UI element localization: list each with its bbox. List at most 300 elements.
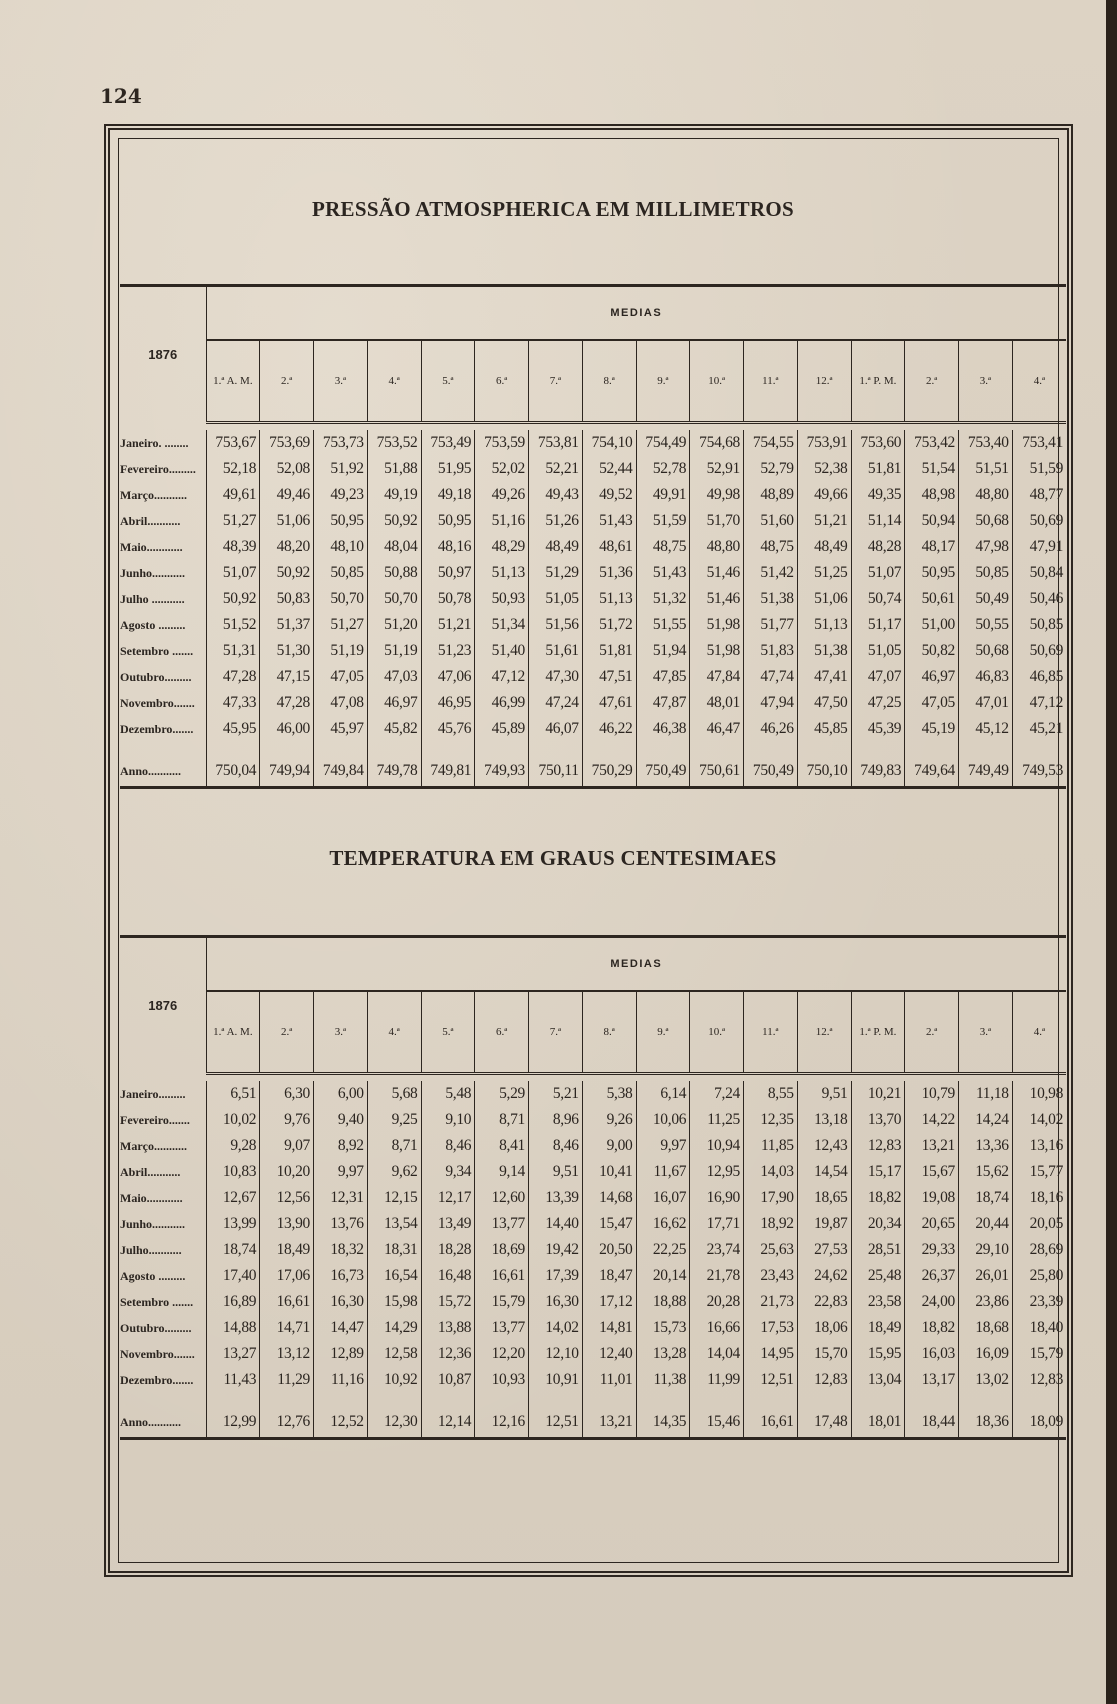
table-cell: 14,71 [260,1315,314,1341]
table-cell: 45,39 [851,716,905,742]
column-header: 6.ª [475,991,529,1074]
table-cell: 16,61 [260,1289,314,1315]
table-cell: 25,63 [744,1237,798,1263]
table-cell: 753,60 [851,430,905,456]
table-cell: 50,78 [421,586,475,612]
table-cell: 50,88 [367,560,421,586]
table-cell: 11,43 [223,1371,257,1388]
table-cell: 15,77 [1012,1159,1066,1185]
row-label: Setembro ....... [120,638,206,664]
total-cell: 749,81 [421,756,475,788]
total-cell: 18,36 [959,1407,1013,1439]
total-cell: 750,61 [690,756,744,788]
table-cell: 18,82 [905,1315,959,1341]
table-cell: 19,08 [905,1185,959,1211]
total-cell: 749,84 [314,756,368,788]
row-label: Agosto ......... [120,612,206,638]
table-cell: 49,43 [529,482,583,508]
table-cell: 22,83 [797,1289,851,1315]
table-cell: 48,61 [582,534,636,560]
table-cell: 48,28 [851,534,905,560]
table-row [120,1263,1066,1289]
table-row [120,1367,1066,1393]
table-cell: 18,68 [959,1315,1013,1341]
column-header: 9.ª [636,991,690,1074]
medias-header: MEDIAS [206,286,1066,341]
table-cell: 48,80 [959,482,1013,508]
table-cell: 8,96 [529,1107,583,1133]
table-cell: 20,50 [582,1237,636,1263]
table-cell: 47,28 [222,668,257,685]
column-header: 9.ª [636,340,690,423]
table-cell: 28,69 [1012,1237,1066,1263]
table-cell: 12,15 [367,1185,421,1211]
table-row [120,1159,1066,1185]
total-row [120,756,1066,788]
year-header: 1876 [120,286,206,423]
table-cell: 11,16 [314,1367,368,1393]
table-cell: 51,55 [636,612,690,638]
table-cell: 11,85 [744,1133,798,1159]
table-cell: 18,74 [959,1185,1013,1211]
table-cell: 50,49 [959,586,1013,612]
table-cell: 6,00 [314,1081,368,1107]
table-row [120,560,1066,586]
table-cell: 46,85 [1012,664,1066,690]
table-cell: 18,06 [797,1315,851,1341]
total-cell: 749,53 [1012,756,1066,788]
column-header: 4.ª [1012,991,1066,1074]
table-cell: 12,89 [314,1341,368,1367]
table-cell: 11,67 [636,1159,690,1185]
table-cell: 49,98 [690,482,744,508]
table-cell: 47,25 [851,690,905,716]
table-row [120,638,1066,664]
table-cell: 16,66 [690,1315,744,1341]
table-cell: 51,52 [222,616,257,633]
column-header: 11.ª [744,991,798,1074]
table-cell: 51,43 [636,560,690,586]
table-cell: 19,42 [529,1237,583,1263]
table-cell: 49,52 [582,482,636,508]
table-cell: 51,95 [421,456,475,482]
table-cell: 16,61 [475,1263,529,1289]
table-cell: 12,17 [421,1185,475,1211]
table-cell: 51,07 [222,564,257,581]
total-cell: 750,29 [582,756,636,788]
table-cell: 9,10 [421,1107,475,1133]
table-cell: 23,74 [690,1237,744,1263]
table-cell: 18,65 [797,1185,851,1211]
table-cell: 51,46 [690,560,744,586]
column-header: 3.ª [959,340,1013,423]
column-header: 6.ª [475,340,529,423]
table-cell: 13,76 [314,1211,368,1237]
table-cell: 12,31 [314,1185,368,1211]
table-cell: 47,51 [582,664,636,690]
pressure-table-title: PRESSÃO ATMOSPHERICA EM MILLIMETROS [311,197,795,221]
table-cell: 48,04 [367,534,421,560]
table-cell: 16,30 [529,1289,583,1315]
table-cell: 21,73 [744,1289,798,1315]
table-cell: 14,81 [582,1315,636,1341]
table-cell: 12,83 [797,1367,851,1393]
table-cell: 6,14 [636,1081,690,1107]
table-cell: 14,02 [1012,1107,1066,1133]
table-cell: 51,26 [529,508,583,534]
table-cell: 51,16 [475,508,529,534]
table-cell: 12,35 [744,1107,798,1133]
table-cell: 46,99 [475,690,529,716]
table-cell: 47,87 [636,690,690,716]
table-cell: 51,59 [636,508,690,534]
table-cell: 46,38 [636,716,690,742]
table-cell: 51,06 [797,586,851,612]
table-cell: 45,85 [797,716,851,742]
table-cell: 13,90 [260,1211,314,1237]
table-cell: 52,02 [475,456,529,482]
table-cell: 48,89 [744,482,798,508]
table-cell: 11,38 [636,1367,690,1393]
total-cell: 12,76 [260,1407,314,1439]
table-cell: 20,34 [851,1211,905,1237]
table-cell: 14,95 [744,1341,798,1367]
table-cell: 9,97 [314,1159,368,1185]
table-cell: 9,25 [367,1107,421,1133]
table-cell: 46,47 [690,716,744,742]
medias-header: MEDIAS [206,937,1066,992]
table-cell: 754,55 [744,430,798,456]
table-cell: 49,19 [367,482,421,508]
table-cell: 9,28 [230,1137,257,1154]
table-cell: 10,20 [260,1159,314,1185]
table-cell: 18,49 [851,1315,905,1341]
table-cell: 11,99 [690,1367,744,1393]
total-cell: 18,09 [1012,1407,1066,1439]
table-cell: 51,19 [367,638,421,664]
table-cell: 8,41 [475,1133,529,1159]
table-row [120,1289,1066,1315]
table-cell: 50,92 [260,560,314,586]
table-cell: 50,85 [1012,612,1066,638]
total-cell: 750,49 [636,756,690,788]
table-cell: 46,00 [260,716,314,742]
total-row [120,1407,1066,1439]
table-cell: 11,18 [959,1081,1013,1107]
table-cell: 17,39 [529,1263,583,1289]
table-cell: 51,88 [367,456,421,482]
table-cell: 753,67 [215,434,257,451]
table-cell: 50,83 [260,586,314,612]
table-cell: 13,02 [959,1367,1013,1393]
table-cell: 20,65 [905,1211,959,1237]
column-header: 3.ª [959,991,1013,1074]
table-cell: 754,68 [690,430,744,456]
row-label: Maio............ [120,1185,206,1211]
table-cell: 51,81 [851,456,905,482]
table-cell: 754,49 [636,430,690,456]
table-cell: 12,20 [475,1341,529,1367]
table-cell: 17,53 [744,1315,798,1341]
table-cell: 14,24 [959,1107,1013,1133]
table-cell: 51,38 [744,586,798,612]
table-cell: 12,51 [744,1367,798,1393]
temperature-table-title: TEMPERATURA EM GRAUS CENTESIMAES [329,846,777,870]
table-cell: 47,28 [260,690,314,716]
table-cell: 21,78 [690,1263,744,1289]
table-cell: 11,01 [582,1367,636,1393]
table-cell: 27,53 [797,1237,851,1263]
table-cell: 753,41 [1012,430,1066,456]
table-cell: 47,98 [959,534,1013,560]
table-cell: 15,67 [905,1159,959,1185]
table-cell: 13,16 [1012,1133,1066,1159]
total-cell: 750,49 [744,756,798,788]
table-cell: 16,62 [636,1211,690,1237]
table-cell: 51,21 [797,508,851,534]
table-cell: 48,29 [475,534,529,560]
column-header: 3.ª [314,991,368,1074]
table-cell: 50,95 [421,508,475,534]
table-cell: 18,31 [367,1237,421,1263]
table-cell: 50,69 [1012,508,1066,534]
total-cell: 15,46 [690,1407,744,1439]
table-cell: 50,70 [367,586,421,612]
table-cell: 13,28 [636,1341,690,1367]
table-cell: 14,02 [529,1315,583,1341]
table-cell: 51,56 [529,612,583,638]
table-cell: 48,10 [314,534,368,560]
table-cell: 8,46 [529,1133,583,1159]
table-row [120,456,1066,482]
table-cell: 12,43 [797,1133,851,1159]
page-number: 124 [100,84,142,108]
total-cell: 17,48 [797,1407,851,1439]
column-header: 5.ª [421,991,475,1074]
table-row [120,482,1066,508]
row-label: Fevereiro....... [120,1107,206,1133]
temperature-table [120,935,1066,1440]
table-cell: 47,30 [529,664,583,690]
row-label: Abril........... [120,1159,206,1185]
table-cell: 52,44 [582,456,636,482]
table-cell: 16,07 [636,1185,690,1211]
table-cell: 45,19 [905,716,959,742]
table-cell: 14,47 [314,1315,368,1341]
table-cell: 50,94 [905,508,959,534]
row-label: Maio............ [120,534,206,560]
total-cell: 750,11 [529,756,583,788]
table-cell: 52,78 [636,456,690,482]
table-cell: 13,70 [851,1107,905,1133]
table-cell: 51,51 [959,456,1013,482]
table-cell: 753,59 [475,430,529,456]
table-cell: 47,61 [582,690,636,716]
table-cell: 14,88 [222,1319,257,1336]
table-cell: 13,88 [421,1315,475,1341]
table-cell: 10,94 [690,1133,744,1159]
table-cell: 14,04 [690,1341,744,1367]
table-cell: 23,86 [959,1289,1013,1315]
table-cell: 50,70 [314,586,368,612]
table-cell: 51,59 [1012,456,1066,482]
column-header: 10.ª [690,340,744,423]
table-cell: 17,71 [690,1211,744,1237]
table-cell: 48,77 [1012,482,1066,508]
table-cell: 15,98 [367,1289,421,1315]
table-cell: 51,31 [222,642,257,659]
table-cell: 48,80 [690,534,744,560]
table-cell: 12,83 [1012,1367,1066,1393]
row-label: Junho........... [120,560,206,586]
table-cell: 47,33 [222,694,257,711]
table-cell: 13,17 [905,1367,959,1393]
table-cell: 14,22 [905,1107,959,1133]
table-cell: 29,10 [959,1237,1013,1263]
total-cell: 12,51 [529,1407,583,1439]
table-cell: 51,54 [905,456,959,482]
table-row [120,664,1066,690]
table-cell: 51,13 [582,586,636,612]
table-cell: 23,39 [1012,1289,1066,1315]
table-cell: 7,24 [690,1081,744,1107]
total-cell: 14,35 [636,1407,690,1439]
total-cell: 12,52 [314,1407,368,1439]
table-cell: 50,97 [421,560,475,586]
row-label: Setembro ....... [120,1289,206,1315]
table-cell: 51,40 [475,638,529,664]
table-cell: 20,14 [636,1263,690,1289]
table-cell: 50,85 [959,560,1013,586]
row-label: Março........... [120,482,206,508]
table-cell: 16,48 [421,1263,475,1289]
column-header: 2.ª [260,340,314,423]
table-cell: 19,87 [797,1211,851,1237]
total-cell: 16,61 [744,1407,798,1439]
table-cell: 51,70 [690,508,744,534]
row-label: Janeiro. ........ [120,430,206,456]
table-cell: 51,98 [690,612,744,638]
table-row [120,690,1066,716]
table-row [120,1133,1066,1159]
table-cell: 15,17 [851,1159,905,1185]
column-header: 4.ª [367,340,421,423]
table-cell: 16,54 [367,1263,421,1289]
row-label: Junho........... [120,1211,206,1237]
table-cell: 18,16 [1012,1185,1066,1211]
table-cell: 52,18 [222,460,257,477]
table-cell: 9,51 [529,1159,583,1185]
table-cell: 5,21 [529,1081,583,1107]
table-cell: 48,49 [529,534,583,560]
total-cell: 12,30 [367,1407,421,1439]
table-cell: 9,34 [421,1159,475,1185]
row-label: Fevereiro......... [120,456,206,482]
table-cell: 46,95 [421,690,475,716]
column-header: 7.ª [529,340,583,423]
table-cell: 51,34 [475,612,529,638]
table-cell: 9,14 [475,1159,529,1185]
table-cell: 51,05 [529,586,583,612]
table-cell: 12,36 [421,1341,475,1367]
table-cell: 10,92 [367,1367,421,1393]
column-header: 8.ª [582,340,636,423]
table-cell: 47,74 [744,664,798,690]
table-cell: 15,47 [582,1211,636,1237]
table-cell: 51,46 [690,586,744,612]
table-cell: 51,36 [582,560,636,586]
row-label: Novembro....... [120,690,206,716]
table-cell: 47,05 [905,690,959,716]
column-header: 1.ª P. M. [851,340,905,423]
column-header: 1.ª A. M. [206,340,260,423]
table-cell: 47,85 [636,664,690,690]
table-cell: 10,91 [529,1367,583,1393]
table-cell: 5,68 [367,1081,421,1107]
table-cell: 45,89 [475,716,529,742]
table-cell: 51,43 [582,508,636,534]
table-row [120,586,1066,612]
table-cell: 18,47 [582,1263,636,1289]
column-header: 11.ª [744,340,798,423]
table-cell: 9,62 [367,1159,421,1185]
table-cell: 51,98 [690,638,744,664]
table-cell: 8,46 [421,1133,475,1159]
table-cell: 47,91 [1012,534,1066,560]
row-label: Julho ........... [120,586,206,612]
table-cell: 753,42 [905,430,959,456]
row-label: Novembro....... [120,1341,206,1367]
total-cell: 749,49 [959,756,1013,788]
column-header: 3.ª [314,340,368,423]
table-cell: 45,76 [421,716,475,742]
table-cell: 14,68 [582,1185,636,1211]
table-cell: 48,98 [905,482,959,508]
table-cell: 51,17 [851,612,905,638]
table-cell: 753,52 [367,430,421,456]
table-cell: 10,83 [222,1163,257,1180]
table-cell: 51,06 [260,508,314,534]
table-row [120,1107,1066,1133]
table-cell: 13,04 [851,1367,905,1393]
table-cell: 23,58 [851,1289,905,1315]
table-cell: 51,27 [222,512,257,529]
table-cell: 5,48 [421,1081,475,1107]
table-cell: 5,29 [475,1081,529,1107]
table-cell: 47,84 [690,664,744,690]
table-cell: 51,32 [636,586,690,612]
table-cell: 17,90 [744,1185,798,1211]
table-cell: 46,26 [744,716,798,742]
table-cell: 45,97 [314,716,368,742]
table-cell: 50,93 [475,586,529,612]
table-cell: 13,77 [475,1315,529,1341]
table-cell: 10,98 [1012,1081,1066,1107]
table-cell: 51,23 [421,638,475,664]
table-cell: 50,61 [905,586,959,612]
table-cell: 20,44 [959,1211,1013,1237]
table-cell: 46,83 [959,664,1013,690]
table-cell: 51,25 [797,560,851,586]
column-header: 10.ª [690,991,744,1074]
table-cell: 45,21 [1012,716,1066,742]
table-cell: 10,21 [851,1081,905,1107]
table-cell: 47,01 [959,690,1013,716]
table-cell: 20,28 [690,1289,744,1315]
table-cell: 51,13 [797,612,851,638]
table-cell: 50,84 [1012,560,1066,586]
table-cell: 18,32 [314,1237,368,1263]
